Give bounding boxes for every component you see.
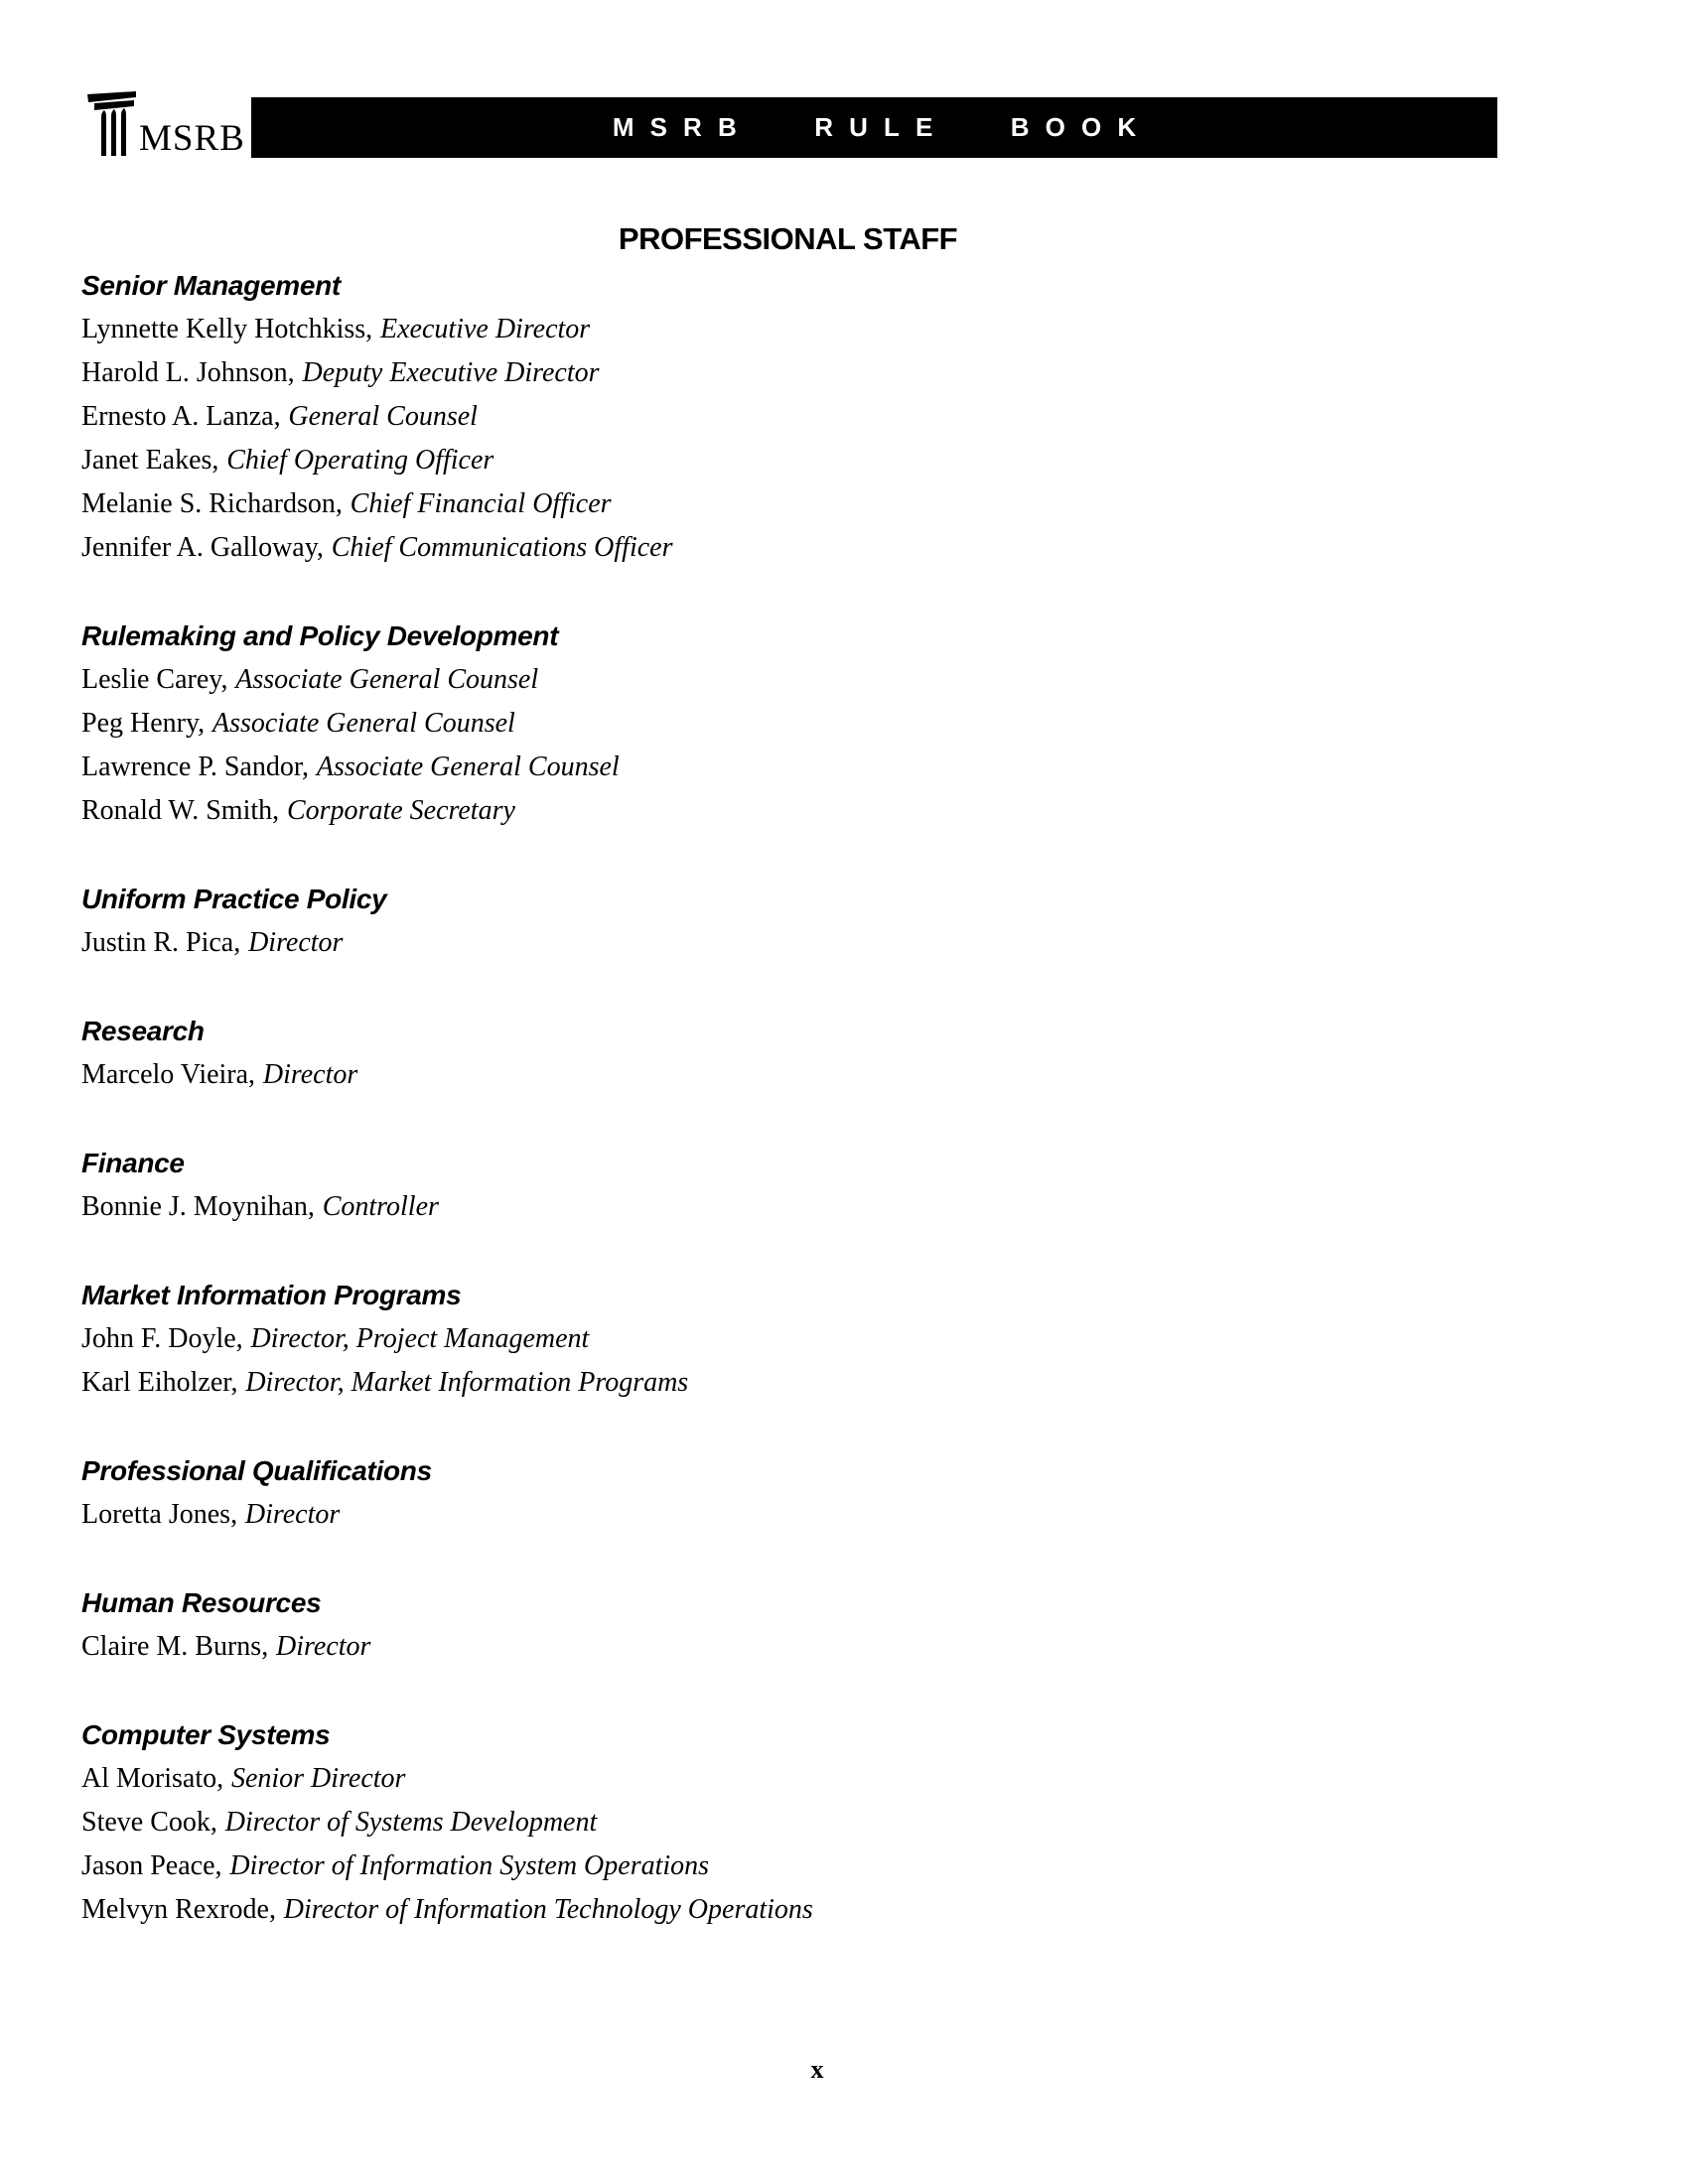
staff-section [81, 614, 1599, 833]
staff-member [81, 308, 1599, 351]
section-heading: Human Resources [81, 1587, 322, 1618]
section-members [81, 658, 1599, 833]
staff-member [81, 351, 1599, 395]
member-name: Claire M. Burns, [81, 1631, 269, 1662]
page-footer [0, 2055, 1634, 2085]
staff-section [81, 264, 1599, 570]
member-name: Harold L. Johnson, [81, 357, 295, 388]
member-title: Director of Information Technology Operations [283, 1894, 813, 1925]
member-title: Director of Information System Operations [229, 1850, 710, 1881]
member-title: Chief Operating Officer [226, 445, 494, 476]
staff-member [81, 395, 1599, 439]
member-title: Chief Financial Officer [350, 488, 612, 519]
member-title: Controller [322, 1191, 439, 1222]
member-name: Bonnie J. Moynihan, [81, 1191, 315, 1222]
staff-section [81, 878, 1599, 965]
msrb-logo [87, 91, 245, 159]
section-members [81, 308, 1599, 570]
member-title: Executive Director [380, 314, 591, 344]
page-number: x [810, 2055, 824, 2084]
member-name: Loretta Jones, [81, 1499, 238, 1530]
member-name: Janet Eakes, [81, 445, 219, 476]
staff-member [81, 921, 1599, 965]
staff-section [81, 1713, 1599, 1932]
staff-member [81, 702, 1599, 746]
member-name: Ernesto A. Lanza, [81, 401, 281, 432]
staff-section [81, 1449, 1599, 1537]
staff-member [81, 1801, 1599, 1844]
section-heading: Uniform Practice Policy [81, 884, 387, 914]
section-members [81, 1493, 1599, 1537]
member-title: General Counsel [288, 401, 478, 432]
member-title: Associate General Counsel [211, 708, 515, 739]
staff-member [81, 526, 1599, 570]
staff-sections [81, 264, 1599, 1932]
staff-section [81, 1010, 1599, 1097]
member-name: Steve Cook, [81, 1807, 217, 1838]
member-title: Director [276, 1631, 371, 1662]
member-title: Senior Director [230, 1763, 406, 1794]
staff-member [81, 1493, 1599, 1537]
section-members [81, 1053, 1599, 1097]
staff-member [81, 439, 1599, 482]
section-heading: Research [81, 1016, 205, 1046]
page-content [81, 220, 1599, 1932]
staff-member [81, 1757, 1599, 1801]
section-heading: Professional Qualifications [81, 1455, 432, 1486]
member-name: Marcelo Vieira, [81, 1059, 256, 1090]
member-name: Karl Eiholzer, [81, 1367, 238, 1398]
staff-member [81, 1317, 1599, 1361]
member-name: Justin R. Pica, [81, 927, 241, 958]
member-title: Director [248, 927, 344, 958]
member-name: Peg Henry, [81, 708, 206, 739]
member-name: Al Morisato, [81, 1763, 224, 1794]
section-heading: Senior Management [81, 270, 341, 301]
title-banner [251, 97, 1497, 158]
section-members [81, 1757, 1599, 1932]
section-members [81, 1185, 1599, 1229]
member-title: Director, Market Information Programs [245, 1367, 689, 1398]
staff-member [81, 658, 1599, 702]
staff-member [81, 1185, 1599, 1229]
member-title: Corporate Secretary [286, 795, 515, 826]
column-icon [87, 91, 136, 156]
section-members [81, 1317, 1599, 1405]
banner-text: MSRB RULE BOOK [612, 112, 1153, 142]
member-title: Director [262, 1059, 358, 1090]
staff-section [81, 1274, 1599, 1405]
member-title: Deputy Executive Director [302, 357, 600, 388]
section-members [81, 921, 1599, 965]
logo-text: MSRB [139, 118, 245, 159]
member-title: Director, Project Management [250, 1323, 590, 1354]
member-name: Jason Peace, [81, 1850, 222, 1881]
member-title: Associate General Counsel [316, 751, 620, 782]
staff-member [81, 746, 1599, 789]
member-name: John F. Doyle, [81, 1323, 243, 1354]
staff-member [81, 1361, 1599, 1405]
staff-member [81, 1053, 1599, 1097]
section-heading: Computer Systems [81, 1719, 331, 1750]
page-title: PROFESSIONAL STAFF [618, 221, 958, 256]
section-heading: Market Information Programs [81, 1280, 462, 1310]
staff-member [81, 1844, 1599, 1888]
staff-section [81, 1581, 1599, 1669]
section-heading: Finance [81, 1148, 185, 1178]
member-name: Lynnette Kelly Hotchkiss, [81, 314, 373, 344]
staff-member [81, 789, 1599, 833]
staff-member [81, 1625, 1599, 1669]
member-title: Director of Systems Development [224, 1807, 598, 1838]
member-name: Melvyn Rexrode, [81, 1894, 276, 1925]
member-name: Leslie Carey, [81, 664, 228, 695]
member-name: Lawrence P. Sandor, [81, 751, 310, 782]
member-title: Associate General Counsel [235, 664, 539, 695]
section-heading: Rulemaking and Policy Development [81, 620, 559, 651]
member-name: Ronald W. Smith, [81, 795, 280, 826]
staff-section [81, 1142, 1599, 1229]
member-title: Chief Communications Officer [331, 532, 673, 563]
member-name: Melanie S. Richardson, [81, 488, 343, 519]
member-name: Jennifer A. Galloway, [81, 532, 324, 563]
member-title: Director [244, 1499, 341, 1530]
section-members [81, 1625, 1599, 1669]
staff-member [81, 482, 1599, 526]
staff-member [81, 1888, 1599, 1932]
